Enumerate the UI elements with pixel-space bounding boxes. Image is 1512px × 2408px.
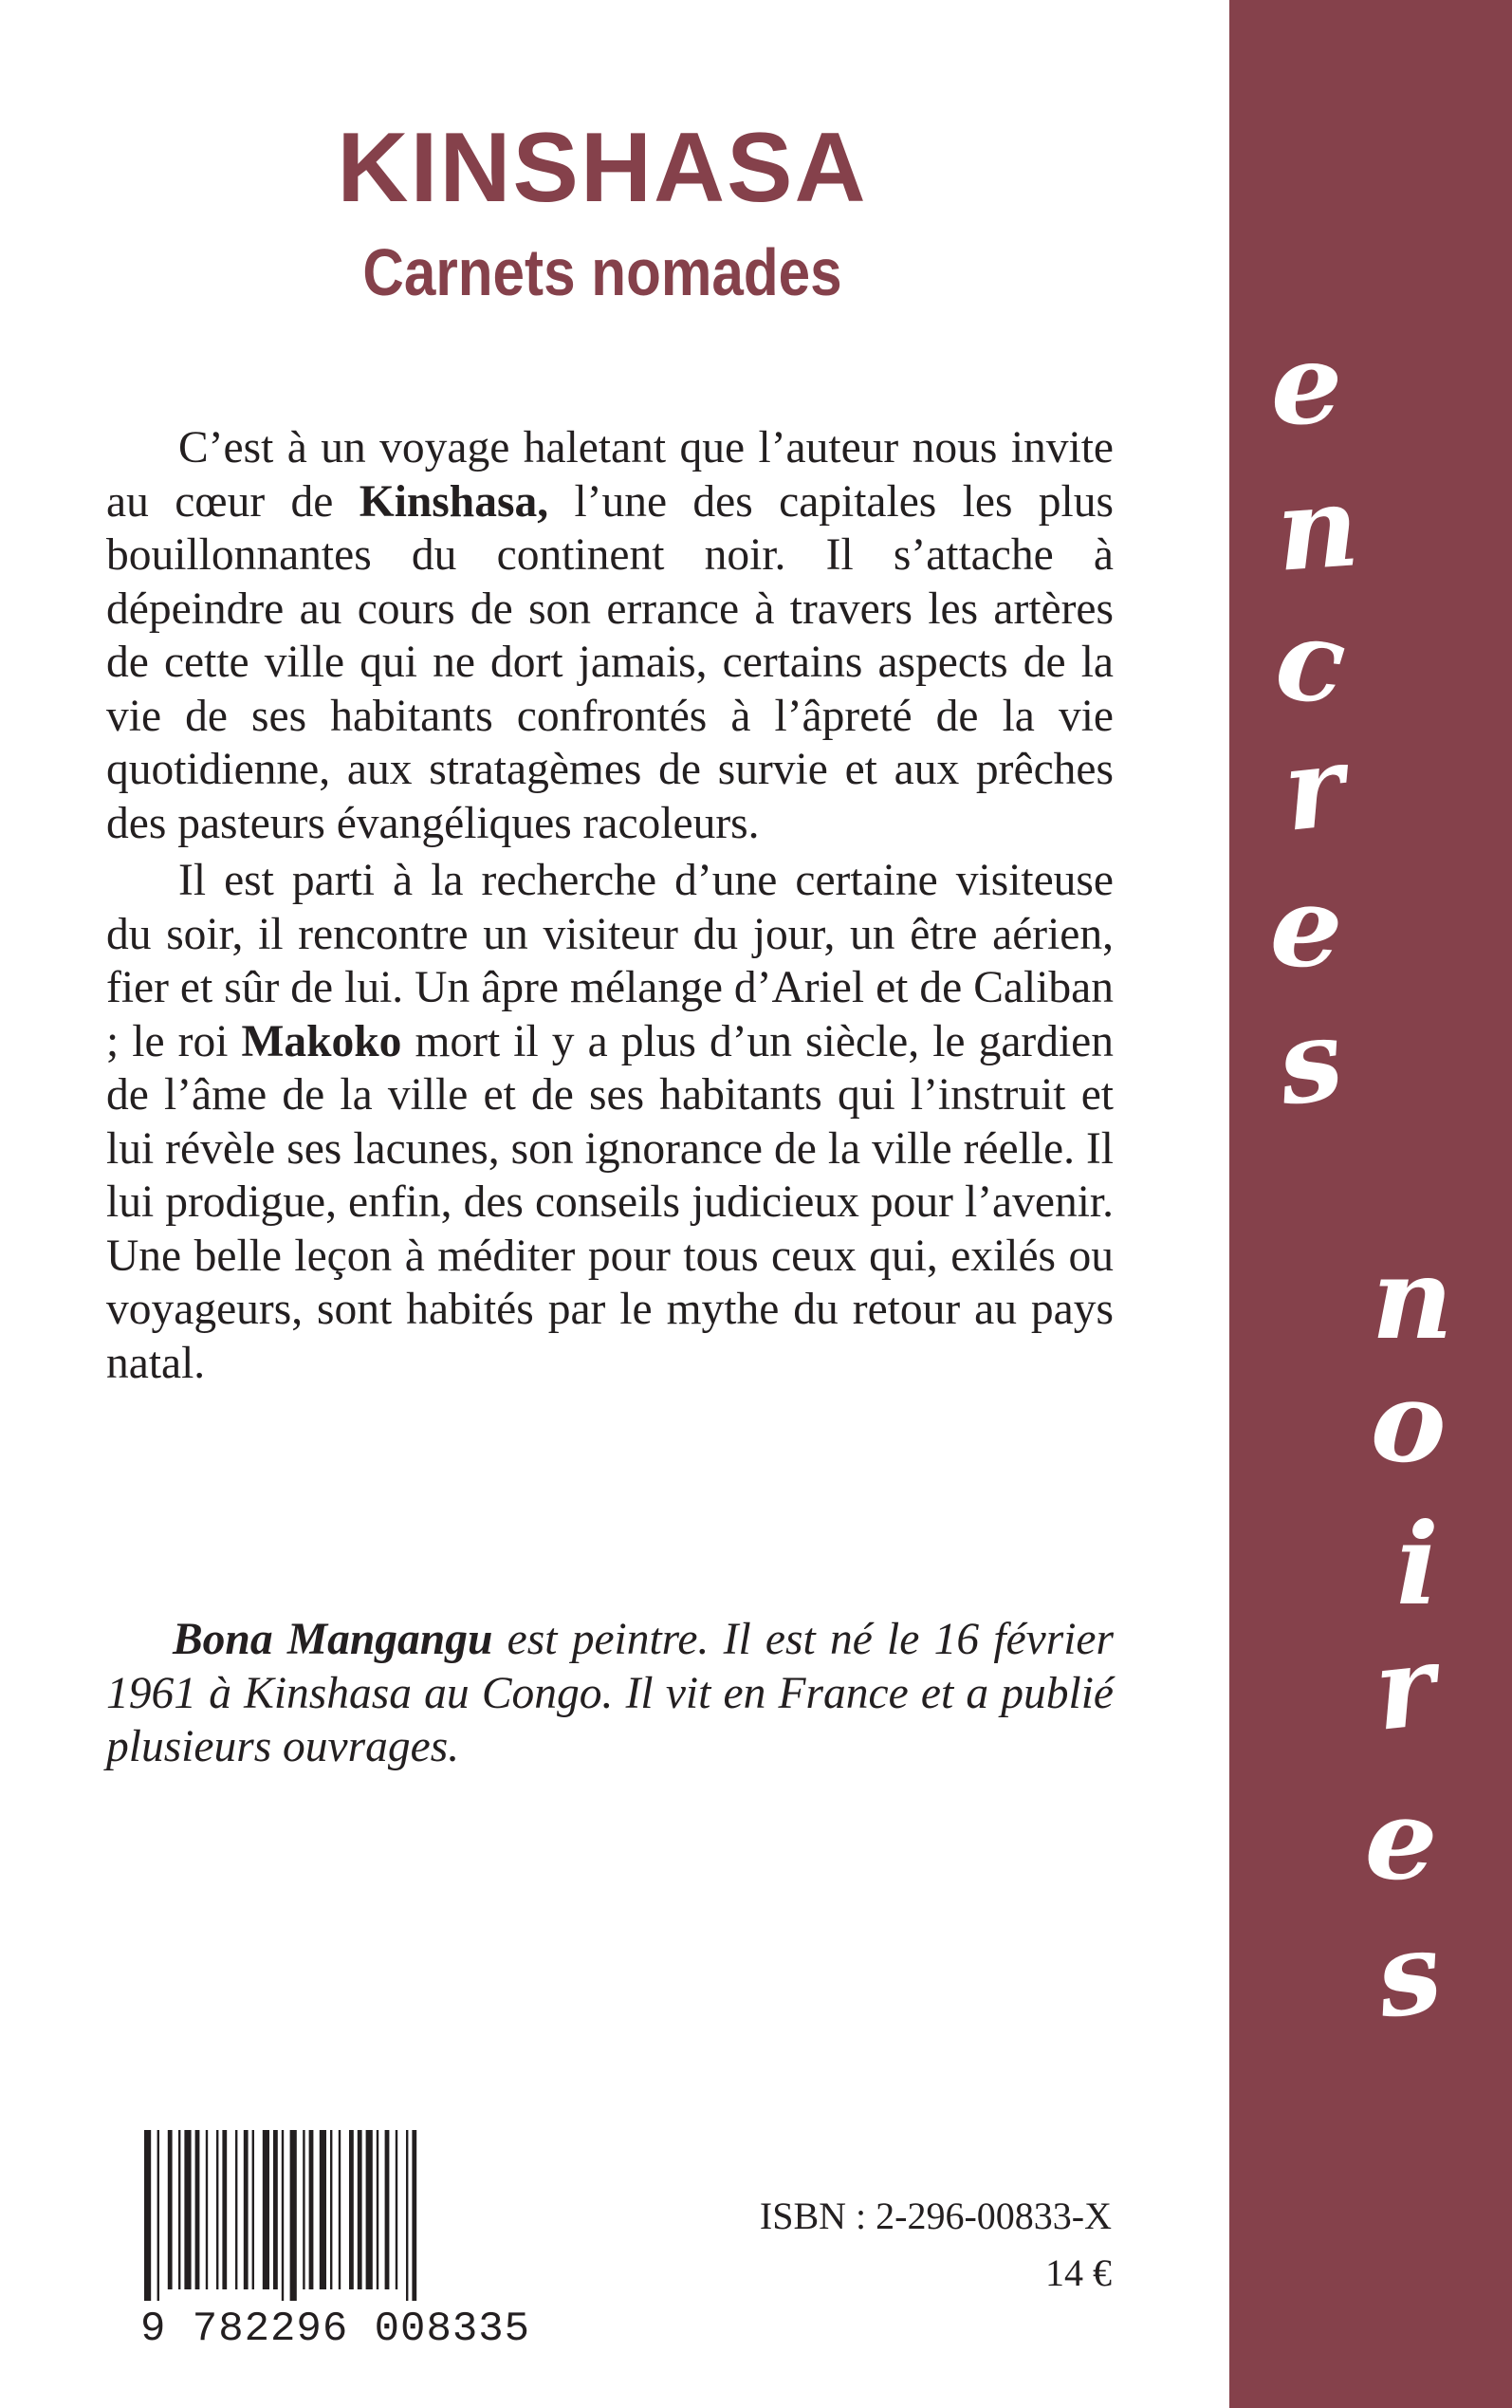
isbn: ISBN : 2-296-00833-X [759,2195,1112,2237]
barcode-digits: 9 782296 008335 [140,2306,531,2353]
series-letter: s [1368,1904,1449,2044]
author-bio [106,1613,1114,1774]
series-letter: o [1367,1353,1451,1491]
blurb-paragraph-2: Il est parti à la recherche d’une certaine visiteuse du soir, il rencontre un visiteur du jour, un être aérien, fier et sûr de lui. Un âpre mélange d’Ariel et de Caliban ; le roi Makoko mort il y a plus d’un siècle, le gardien de l’âme de la ville et de ses habitants qui l’instruit et lui révèle ses lacunes, son ignorance de la ville réelle. Il lui prodigue, enfin, des conseils judicieux pour l’avenir. Une belle leçon à méditer pour tous ceux qui, exilés ou voyageurs, sont habités par le mythe du retour au pays natal. [106,856,1114,1388]
barcode-icon [142,2130,531,2301]
series-letter: r [1277,719,1351,857]
price: 14 € [1045,2251,1112,2294]
series-letter: n [1272,459,1363,597]
series-name [1229,0,1512,2408]
series-letter: c [1269,591,1352,731]
highlight-kinshasa: Kinshasa, [359,476,549,527]
series-letter: e [1266,858,1347,995]
series-letter: i [1396,1498,1439,1630]
highlight-makoko: Makoko [241,1016,402,1066]
series-letter: r [1368,1619,1442,1756]
author-bio-text: est peintre. Il est né le 16 février 1961 à Kinshasa au Congo. Il vit en France et a publié plusieurs ouvrages. [106,1615,1114,1771]
blurb-paragraph-1: C’est à un voyage haletant que l’auteur nous invite au cœur de Kinshasa, l’une des capitales les plus bouillonnantes du continent noir. Il s’attache à dépeindre au cours de son errance à travers les artères de cette ville qui ne dort jamais, certains aspects de la vie de ses habitants confrontés à l’âpreté de la vie quotidienne, aux stratagèmes de survie et aux prêches des pasteurs évangéliques racoleurs. [106,423,1114,848]
series-band [1229,0,1512,2408]
blurb [106,421,1114,1390]
book-title: KINSHASA [337,113,868,223]
series-letter: e [1271,318,1343,450]
author-name: Bona Mangangu [173,1615,493,1664]
series-letter: n [1372,1232,1453,1364]
series-letter: s [1269,991,1351,1131]
series-letter: e [1361,1770,1442,1908]
book-subtitle: Carnets nomades [362,235,842,309]
